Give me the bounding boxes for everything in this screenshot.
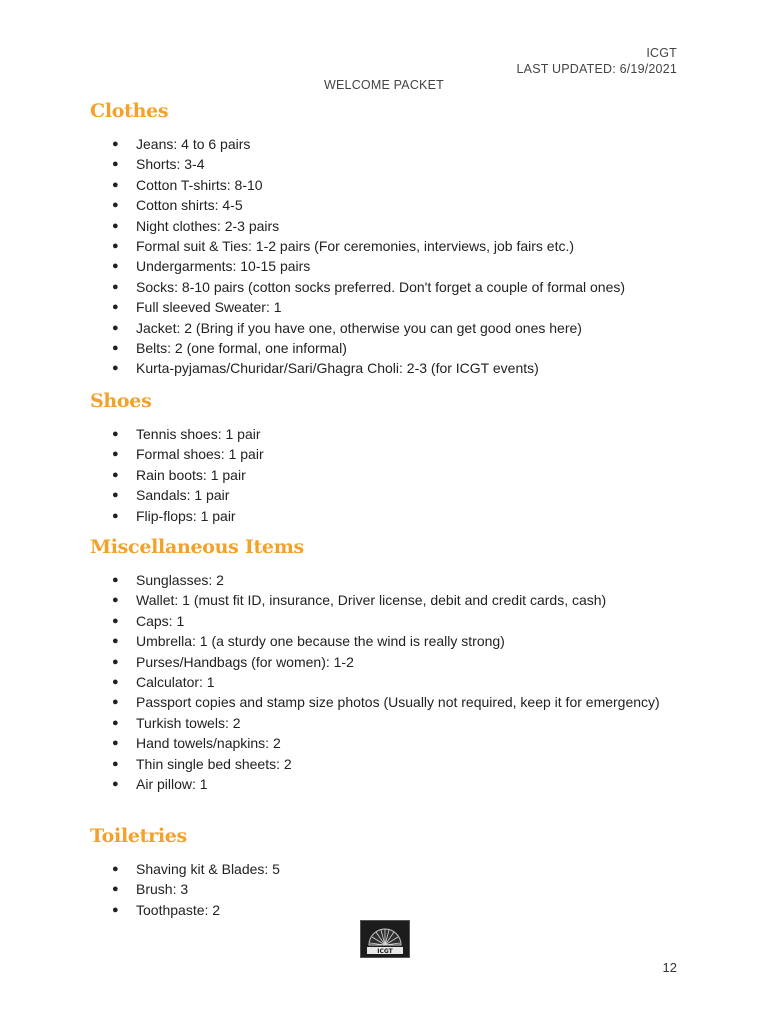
bullet-icon: ● [112,574,119,586]
item-list [90,859,690,920]
bullet-icon: ● [112,240,119,253]
bullet-icon: ● [112,509,119,522]
list-item-text: Umbrella: 1 (a sturdy one because the wind is really strong) [136,633,505,650]
bullet-icon: ● [112,342,119,355]
header-org: ICGT [646,46,677,60]
section-toiletries [90,825,690,920]
list-item-text: Turkish towels: 2 [136,714,241,731]
list-item-text: Sandals: 1 pair [136,487,230,504]
list-item [90,236,690,256]
bullet-icon: ● [112,301,119,314]
list-item-text: Shorts: 3-4 [136,156,205,173]
list-item-text: Wallet: 1 (must fit ID, insurance, Driver license, debit and credit cards, cash) [136,592,607,609]
list-item [90,256,690,276]
section-heading: Miscellaneous Items [90,536,304,558]
list-item [90,485,690,505]
list-item-text: Hand towels/napkins: 2 [136,735,281,752]
bullet-icon: ● [112,903,119,916]
list-item-text: Kurta-pyjamas/Churidar/Sari/Ghagra Choli: 2-3 (for ICGT events) [136,360,539,377]
list-item-text: Calculator: 1 [136,674,215,691]
bullet-icon: ● [112,489,119,502]
list-item [90,672,690,692]
list-item [90,713,690,733]
list-item-text: Tennis shoes: 1 pair [136,426,261,442]
list-item [90,652,690,672]
list-item-text: Purses/Handbags (for women): 1-2 [136,653,354,670]
section-shoes [90,390,690,526]
bullet-icon: ● [112,655,119,668]
icgt-logo [360,920,410,958]
list-item-text: Cotton shirts: 4-5 [136,197,243,214]
bullet-icon: ● [112,594,119,607]
bullet-icon: ● [112,757,119,770]
bullet-icon: ● [112,138,119,150]
list-item-text: Rain boots: 1 pair [136,466,246,483]
list-item [90,859,690,879]
bullet-icon: ● [112,737,119,750]
list-item [90,590,690,610]
list-item [90,774,690,794]
list-item [90,216,690,236]
list-item [90,134,690,154]
bullet-icon: ● [112,883,119,896]
bullet-icon: ● [112,468,119,481]
list-item-text: Shaving kit & Blades: 5 [136,861,280,877]
list-item-text: Jacket: 2 (Bring if you have one, otherwise you can get good ones here) [136,319,582,336]
section-heading: Clothes [90,100,169,122]
list-item-text: Formal suit & Ties: 1-2 pairs (For ceremonies, interviews, job fairs etc.) [136,238,575,255]
header-packet-title: WELCOME PACKET [324,78,444,92]
bullet-icon: ● [112,448,119,461]
item-list [90,570,690,794]
list-item [90,611,690,631]
list-item-text: Toothpaste: 2 [136,901,221,918]
bullet-icon: ● [112,676,119,689]
list-item-text: Sunglasses: 2 [136,572,224,588]
bullet-icon: ● [112,321,119,334]
list-item-text: Undergarments: 10-15 pairs [136,258,311,275]
list-item-text: Formal shoes: 1 pair [136,446,264,463]
list-item-text: Flip-flops: 1 pair [136,507,236,524]
bullet-icon: ● [112,219,119,232]
list-item [90,318,690,338]
section-clothes [90,100,690,379]
bullet-icon: ● [112,199,119,212]
list-item [90,465,690,485]
list-item-text: Socks: 8-10 pairs (cotton socks preferred. Don't forget a couple of formal ones) [136,278,626,295]
list-item [90,338,690,358]
bullet-icon: ● [112,158,119,171]
list-item [90,175,690,195]
list-item [90,297,690,317]
list-item [90,154,690,174]
page-number: 12 [662,960,677,975]
list-item [90,879,690,899]
bullet-icon: ● [112,362,119,375]
list-item [90,631,690,651]
bullet-icon: ● [112,614,119,627]
list-item-text: Full sleeved Sweater: 1 [136,299,282,316]
list-item-text: Passport copies and stamp size photos (Usually not required, keep it for emergency) [136,694,660,711]
item-list [90,424,690,526]
item-list [90,134,690,379]
bullet-icon: ● [112,280,119,293]
bullet-icon: ● [112,260,119,273]
logo-lettering: ICGT [377,948,393,955]
section-miscellaneous-items [90,536,690,794]
list-item [90,692,690,712]
bullet-icon: ● [112,863,119,875]
list-item-text: Air pillow: 1 [136,776,208,793]
list-item-text: Thin single bed sheets: 2 [136,755,292,772]
list-item-text: Brush: 3 [136,881,189,898]
bullet-icon: ● [112,696,119,709]
bullet-icon: ● [112,635,119,648]
list-item-text: Belts: 2 (one formal, one informal) [136,340,347,357]
list-item-text: Night clothes: 2-3 pairs [136,217,280,234]
section-heading: Toiletries [90,825,187,847]
bullet-icon: ● [112,716,119,729]
list-item-text: Jeans: 4 to 6 pairs [136,136,251,152]
section-heading: Shoes [90,390,152,412]
bullet-icon: ● [112,428,119,440]
list-item-text: Caps: 1 [136,612,185,629]
bullet-icon: ● [112,778,119,791]
list-item [90,424,690,444]
bullet-icon: ● [112,178,119,191]
header-last-updated: LAST UPDATED: 6/19/2021 [516,62,677,76]
list-item [90,195,690,215]
list-item [90,733,690,753]
list-item [90,444,690,464]
list-item [90,570,690,590]
list-item [90,506,690,526]
list-item [90,358,690,378]
list-item-text: Cotton T-shirts: 8-10 [136,176,263,193]
list-item [90,754,690,774]
list-item [90,277,690,297]
list-item [90,900,690,920]
